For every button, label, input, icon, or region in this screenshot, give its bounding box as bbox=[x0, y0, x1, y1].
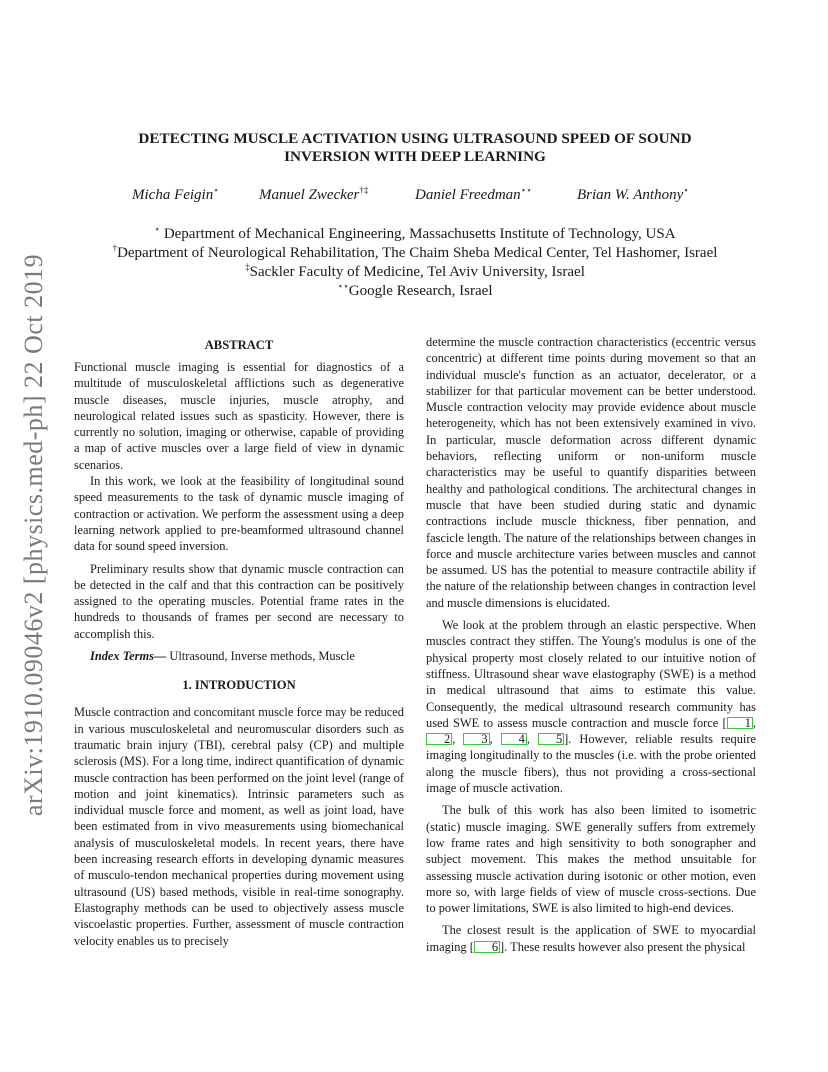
affiliation: ‡Sackler Faculty of Medicine, Tel Aviv University, Israel bbox=[245, 262, 585, 280]
title-line-1: DETECTING MUSCLE ACTIVATION USING ULTRASOUND SPEED OF SOUND bbox=[138, 130, 692, 147]
citation-link[interactable]: 1 bbox=[727, 717, 753, 729]
author: Brian W. Anthony⋆ bbox=[577, 185, 689, 203]
index-terms bbox=[74, 648, 404, 664]
abstract-heading: ABSTRACT bbox=[204, 338, 274, 352]
author: Micha Feigin⋆ bbox=[132, 185, 219, 203]
intro-paragraph-continued: determine the muscle contraction characteristics (eccentric versus concentric) at different time points during movement so that an individual muscle's function as an actuator, decelerator, or a stabilizer for that particular movement can be better understood. Muscle contraction velocity may provide evidence about muscle heterogeneity, which has not been extensively examined in vivo. In particular, muscle deformation across different dynamic behaviors, reflecting uniform or non-uniform muscle characteristics may be useful to quantify disparities between healthy and pathological conditions. The architectural changes in muscle that have been studied during static and dynamic contractions include muscle thickness, fiber pennation, and fascicle length. The nature of the relationships between changes in force and muscle architecture varies between muscles and cannot be assumed. US has the potential to measure contractile ability if the nature of the relationship between changes in contraction level and muscle dimensions is elucidated. bbox=[426, 335, 756, 610]
abstract-paragraph: In this work, we look at the feasibility of longitudinal sound speed measurements to the task of dynamic muscle imaging of contraction or activation. We perform the assessment using a deep learning network applied to pre-beamformed ultrasound channel data for sound speed inversion. bbox=[74, 474, 404, 554]
intro-paragraph: The closest result is the application of SWE to myocardial imaging [ 6 ]. These results however also present the physical bbox=[426, 923, 756, 954]
intro-paragraph: Muscle contraction and concomitant muscle force may be reduced in various musculoskeletal and neuromuscular disorders such as traumatic brain injury (TBI), cerebral palsy (CP) and multiple sclerosis (MS). For a long time, indirect quantification of dynamic muscle contraction has been performed on the joint level (range of motion and joint kinematics). Intrinsic parameters such as individual muscle force and moment, as well as joint load, have been estimated from in vivo measurements using biomechanical analysis of musculoskeletal models. In recent years, there have been increasing research efforts in developing dynamic measures of musculo-tendon mechanical properties during movement using ultrasound (US) based methods, visible in real-time sonography. Elastography methods can be used to objectively assess muscle viscoelastic properties. Further, assessment of muscle contraction velocity enables us to precisely bbox=[74, 705, 404, 948]
intro-heading: 1. INTRODUCTION bbox=[182, 678, 296, 693]
intro-paragraph: The bulk of this work has also been limited to isometric (static) muscle imaging. SWE generally suffers from extremely low frame rates and high sensitivity to both sonographer and subject movement. This makes the method unsuitable for assessing muscle activation during isotonic or other motion, even more so, with large fields of view of muscle cross-sections. Due to power limitations, SWE is also limited to high-end devices. bbox=[426, 803, 756, 916]
paper-title bbox=[74, 130, 756, 166]
citation-link[interactable]: 2 bbox=[426, 733, 452, 745]
citation-link[interactable]: 6 bbox=[474, 941, 500, 953]
index-terms-label: Index Terms— bbox=[90, 649, 167, 664]
citation-link[interactable]: 3 bbox=[463, 733, 489, 745]
abstract-paragraph: Functional muscle imaging is essential for diagnostics of a multitude of musculoskeletal afflictions such as degenerative muscle diseases, muscle injuries, muscle atrophy, and neurological related issues such as spasticity. However, there is currently no solution, imaging or otherwise, capable of providing a map of active muscles over a large field of view in dynamic scenarios. bbox=[74, 360, 404, 472]
author-list bbox=[74, 187, 756, 207]
abstract-paragraph: Preliminary results show that dynamic muscle contraction can be detected in the calf and that this contraction can be positively assigned to the operating muscles. Potential frame rates in the hundreds to thousands of frames per second are necessary to accomplish this. bbox=[74, 561, 404, 641]
affiliation: †Department of Neurological Rehabilitation, The Chaim Sheba Medical Center, Tel Hashomer, Israel bbox=[112, 243, 718, 261]
affiliation: ⋆⋆Google Research, Israel bbox=[337, 281, 493, 299]
citation-link[interactable]: 4 bbox=[501, 733, 527, 745]
affiliations bbox=[74, 225, 756, 301]
title-line-2: INVERSION WITH DEEP LEARNING bbox=[284, 148, 546, 165]
index-terms-text: Ultrasound, Inverse methods, Muscle bbox=[166, 649, 355, 664]
author: Daniel Freedman⋆⋆ bbox=[415, 185, 532, 203]
author: Manuel Zwecker†‡ bbox=[259, 185, 369, 203]
affiliation: ⋆ Department of Mechanical Engineering, Massachusetts Institute of Technology, USA bbox=[154, 224, 676, 242]
left-column bbox=[74, 336, 404, 949]
arxiv-stamp bbox=[14, 245, 54, 825]
right-column bbox=[426, 334, 756, 955]
citation-link[interactable]: 5 bbox=[538, 733, 564, 745]
intro-paragraph: We look at the problem through an elastic perspective. When muscles contract they stiffen. The Young's modulus is one of the physical property most closely related to our intuitive notion of stiffness. Ultrasound shear wave elastography (SWE) is a method in medical ultrasound that aims to estimate this value. Consequently, the medical ultrasound research community has used SWE to assess muscle contraction and muscle force [ 1 , 2 , 3 , 4 , 5 ]. However, reliable results require imaging longitudinally to the muscles (i.e. with the probe oriented along the muscle fibers), thus not providing a cross-sectional image of muscle activation. bbox=[426, 618, 756, 796]
arxiv-id: arXiv:1910.09046v2 [physics.med-ph] 22 Oct 2019 bbox=[19, 253, 48, 817]
